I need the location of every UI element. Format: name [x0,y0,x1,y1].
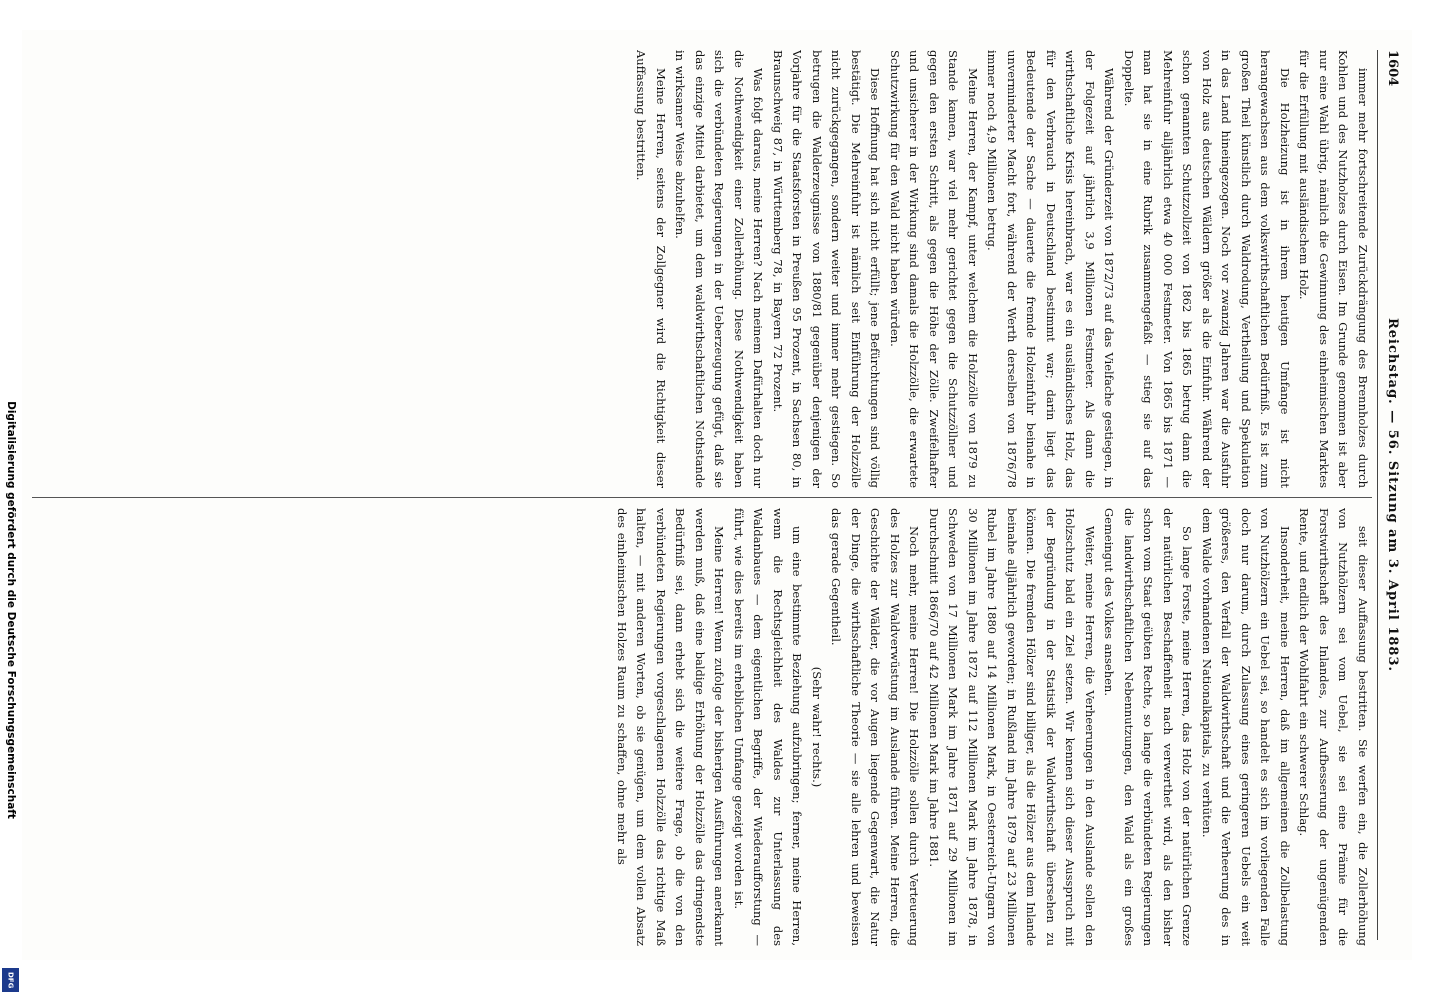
paragraph: immer mehr fortschreitende Zurückdrängung des Brennholzes durch Kohlen und des Nutzholzes durch Eisen. Im Grunde genommen ist aber nur eine Wahl übrig, nämlich die Gewinnung des einheimischen Marktes für die Erfüllung mit ausländischem Holz. [1297,50,1370,488]
right-column [32,508,1372,946]
paragraph: So lange Forste, meine Herren, das Holz von der natürlichen Grenze der natürlichen Beschaffenheit nach verwerthet wird, als den bisher schon vom Staat geübten Rechte, so lange die verbündeten Regierungen die landwirthschaftlichen Nebennutzungen, den Wald als ein großes Gemeingut des Volkes ansehen. [1102,508,1195,946]
paragraph: Diese Hoffnung hat sich nicht erfüllt; jene Befürchtungen sind völlig bestätigt. Die Mehreinfuhr ist nämlich seit Einführung der Holzzölle nicht zurückgegangen, sondern weiter und immer mehr gestiegen. So betrugen die Walderzeugnisse von 1880/81 gegenüber denjenigen der Vorjahre für die Staatsforsten in Preußen 95 Prozent, in Sachsen 80, in Braunschweig 87, in Württemberg 78, in Bayern 72 Prozent. [771,50,883,488]
column-divider [32,497,1372,498]
paragraph: Noch mehr, meine Herren! Die Holzzölle sollen durch Verteuerung des Holzes zur Waldverwüstung im Auslande führen. Meine Herren, die Geschichte der Wälder, die vor Augen liegende Gegenwart, die Natur der Dinge, die wirthschaftliche Theorie — sie alle lehren und beweisen das gerade Gegentheil. [829,508,922,946]
page-number: 1604 [1385,50,1400,87]
paragraph: Während der Gründerzeit von 1872/73 auf das Vielfache gestiegen, in der Folgezeit auf jährlich 3,9 Millionen Festmeter. Als dann die wirthschaftliche Krisis hereinbrach, war es ein ausländisches Holz, das für den Verbrauch in Deutschland bestimmt war; darin liegt das Bedeutende der Sache — dauerte die fremde Holzeinfuhr beinahe in unverminderter Macht fort, während der Werth derselben von 1876/78 immer noch 4,9 Millionen betrug. [985,50,1117,488]
paragraph: Insonderheit, meine Herren, daß im allgemeinen die Zollbelastung von Nutzhölzern ein Uebel sei, so handelt es sich im vorliegenden Falle doch nur darum, durch Zulassung eines geringeren Uebels ein weit größeres, den Verfall der Waldwirthschaft und die Verheerung des in dem Walde vorhandenen Nationalkapitals, zu verhüten. [1200,508,1292,946]
running-head: Reichstag. — 56. Sitzung am 3. April 1883. [1385,317,1400,673]
paragraph: Meine Herren! Wenn zufolge der bisherigen Ausführungen anerkannt werden muß, daß eine baldige Erhöhung der Holzzölle das dringendste Bedürfniß sei, dann erhebt sich die weitere Frage, ob die von den verbündeten Regierungen vorgeschlagenen Holzzölle das richtige Maß halten, — mit anderen Worten, ob sie genügen, um dem vollen Absatz des einheimischen Holzes Raum zu schaffen, ohne mehr als [615,508,727,946]
paragraph: Die Holzheizung ist in ihrem heutigen Umfange ist nicht herangewachsen aus dem volkswirthschaftlichen Bedürfniß. Es ist zum großen Theil künstlich durch Waldrodung, Vertheilung und Spekulation in das Land hineingezogen. Noch vor zwanzig Jahren war die Ausfuhr von Holz aus deutschen Wäldern größer als die Einfuhr. Während der schon genannten Schutzzollzeit von 1862 bis 1865 betrug dann die Mehreinfuhr alljährlich etwa 40 000 Festmeter. Von 1865 bis 1871 — man hat sie in eine Rubrik zusammengefaßt — stieg sie auf das Doppelte. [1122,50,1292,488]
paragraph: Weiter, meine Herren, die Verheerungen in den Auslande sollen den Holzschutz bald ein Ziel setzen. Wir kennen sich dieser Ausspruch mit der Begründung in der Statistik der Waldwirthschaft übersehen zu können. Die fremden Hölzer sind billiger, als die Hölzer aus dem Inlande beinahe alljährlich geworden; in Rußland im Jahre 1879 auf 23 Millionen Rubel im Jahre 1880 auf 14 Millionen Mark, in Oesterreich-Ungarn von 30 Millionen im Jahre 1872 auf 112 Millionen Mark im Jahre 1878, in Schweden von 17 Millionen Mark im Jahre 1871 auf 29 Millionen im Durchschnitt 1866/70 auf 42 Millionen Mark im Jahre 1881. [927,508,1097,946]
paragraph: Meine Herren, seitens der Zollgegner wird die Richtigkeit dieser Auffassung bestritten. [634,50,668,488]
paragraph: um eine bestimmte Beziehung aufzubringen; ferner, meine Herren, wenn die Rechtsgleichheit des Waldes zur Unterlassung des Waldanbaues — dem eigentlichen Begriffe, der Wiederaufforstung — führt, wie dies bereits im erheblichen Umfange gezeigt worden ist. [732,508,805,946]
paragraph: (Sehr wahr! rechts.) [810,666,824,788]
left-column [32,50,1372,488]
paragraph: Meine Herren, der Kampf, unter welchem die Holzzölle von 1879 zu Stande kamen, war viel mehr gerichtet gegen die Schutzzöllner und gegen den ersten Schritt, als gegen die Höhe der Zölle. Zweifelhafter und unsicherer in der Wirkung sind damals die Holzzölle, die erwartete Schutzwirkung für den Wald nicht haben würden. [888,50,980,488]
rotated-page [22,30,1412,960]
funding-credit: Digitalisierung gefördert durch die Deutsche Forschungsgemeinschaft [5,401,17,819]
credit-strip [0,0,22,1000]
paragraph: Was folgt daraus, meine Herren? Nach meinem Dafürhalten doch nur die Nothwendigkeit einer Zollerhöhung. Diese Nothwendigkeit haben sich die verbündeten Regierungen in der Ueberzeugung gefügt, daß sie das einzige Mittel darbietet, um dem waldwirthschaftlichen Nothstande in wirksamer Weise abzuhelfen. [673,50,766,488]
page-header [1377,50,1404,940]
dfg-logo-icon: DFG [2,968,19,992]
paragraph: seit dieser Auffassung bestritten. Sie werfen ein, die Zollerhöhung von Nutzhölzern sei vom Uebel, sie sei eine Prämie für die Forstwirthschaft des Inlandes, zur Aufbesserung der ungenügenden Rente, und endlich der Wohlfahrt ein schwerer Schlag. [1297,508,1370,946]
